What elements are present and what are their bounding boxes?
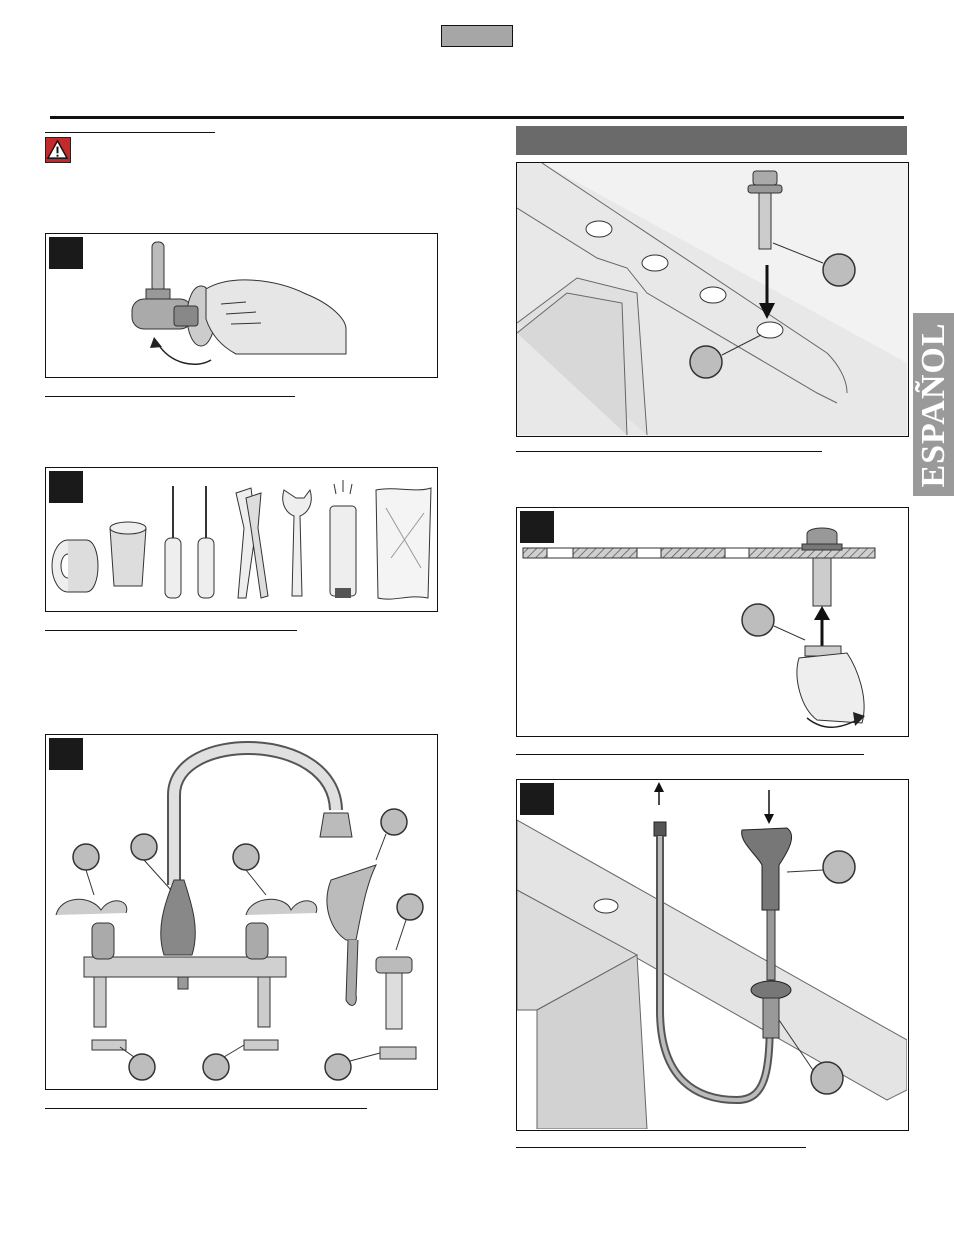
handle-icon — [246, 899, 317, 915]
valve-illustration — [46, 234, 436, 376]
nut-icon — [92, 1040, 126, 1050]
sink-bolt-illustration — [517, 163, 907, 435]
section-header-bar — [516, 126, 907, 155]
putty-icon — [110, 528, 146, 586]
callout-circle — [823, 254, 855, 286]
section-underline — [45, 1108, 367, 1109]
panel-sink-bolt — [516, 162, 909, 437]
callout-circle — [690, 346, 722, 378]
section-underline — [516, 754, 864, 755]
sprayer-icon — [742, 828, 792, 910]
panel-tools — [45, 467, 438, 612]
callout-circle — [203, 1054, 229, 1080]
language-tab[interactable] — [913, 313, 954, 496]
section-underline — [45, 132, 215, 133]
nut-icon — [244, 1040, 278, 1050]
callout-circle — [129, 1054, 155, 1080]
arrow-icon — [814, 606, 830, 620]
towel-icon — [376, 488, 431, 599]
callout-circle — [823, 851, 855, 883]
arrow-icon — [150, 337, 162, 348]
warning-icon — [45, 137, 71, 163]
tighten-nut-illustration — [517, 508, 907, 735]
bolt-icon — [753, 171, 777, 185]
panel-sprayer-install — [516, 779, 909, 1131]
callout-circle — [397, 894, 423, 920]
callout-circle — [325, 1054, 351, 1080]
section-underline — [45, 630, 297, 631]
arrow-icon — [764, 814, 774, 824]
sprayer-install-illustration — [517, 780, 907, 1129]
callout-circle — [131, 834, 157, 860]
bolt-icon — [376, 957, 412, 973]
handle-icon — [56, 899, 127, 915]
faucet-base-icon — [84, 957, 286, 977]
callout-circle — [73, 844, 99, 870]
callout-circle — [381, 809, 407, 835]
section-underline — [45, 396, 295, 397]
page-tab — [441, 25, 513, 47]
tools-illustration — [46, 468, 436, 610]
callout-circle — [742, 604, 774, 636]
callout-circle — [233, 844, 259, 870]
faucet-parts-illustration — [46, 735, 436, 1088]
nut-icon — [380, 1047, 416, 1059]
bolt-icon — [807, 528, 837, 546]
panel-tighten-nut — [516, 507, 909, 737]
panel-faucet-parts — [45, 734, 438, 1090]
language-tab-label: ESPAÑOL — [914, 321, 952, 488]
header-rule — [50, 116, 904, 119]
section-underline — [516, 451, 822, 452]
section-underline — [516, 1147, 806, 1148]
flashlight-icon — [330, 506, 356, 596]
callout-circle — [811, 1062, 843, 1094]
wrench-icon — [283, 490, 312, 596]
arrow-icon — [654, 782, 664, 792]
panel-shutoff-valve — [45, 233, 438, 378]
sprayer-icon — [327, 865, 376, 940]
